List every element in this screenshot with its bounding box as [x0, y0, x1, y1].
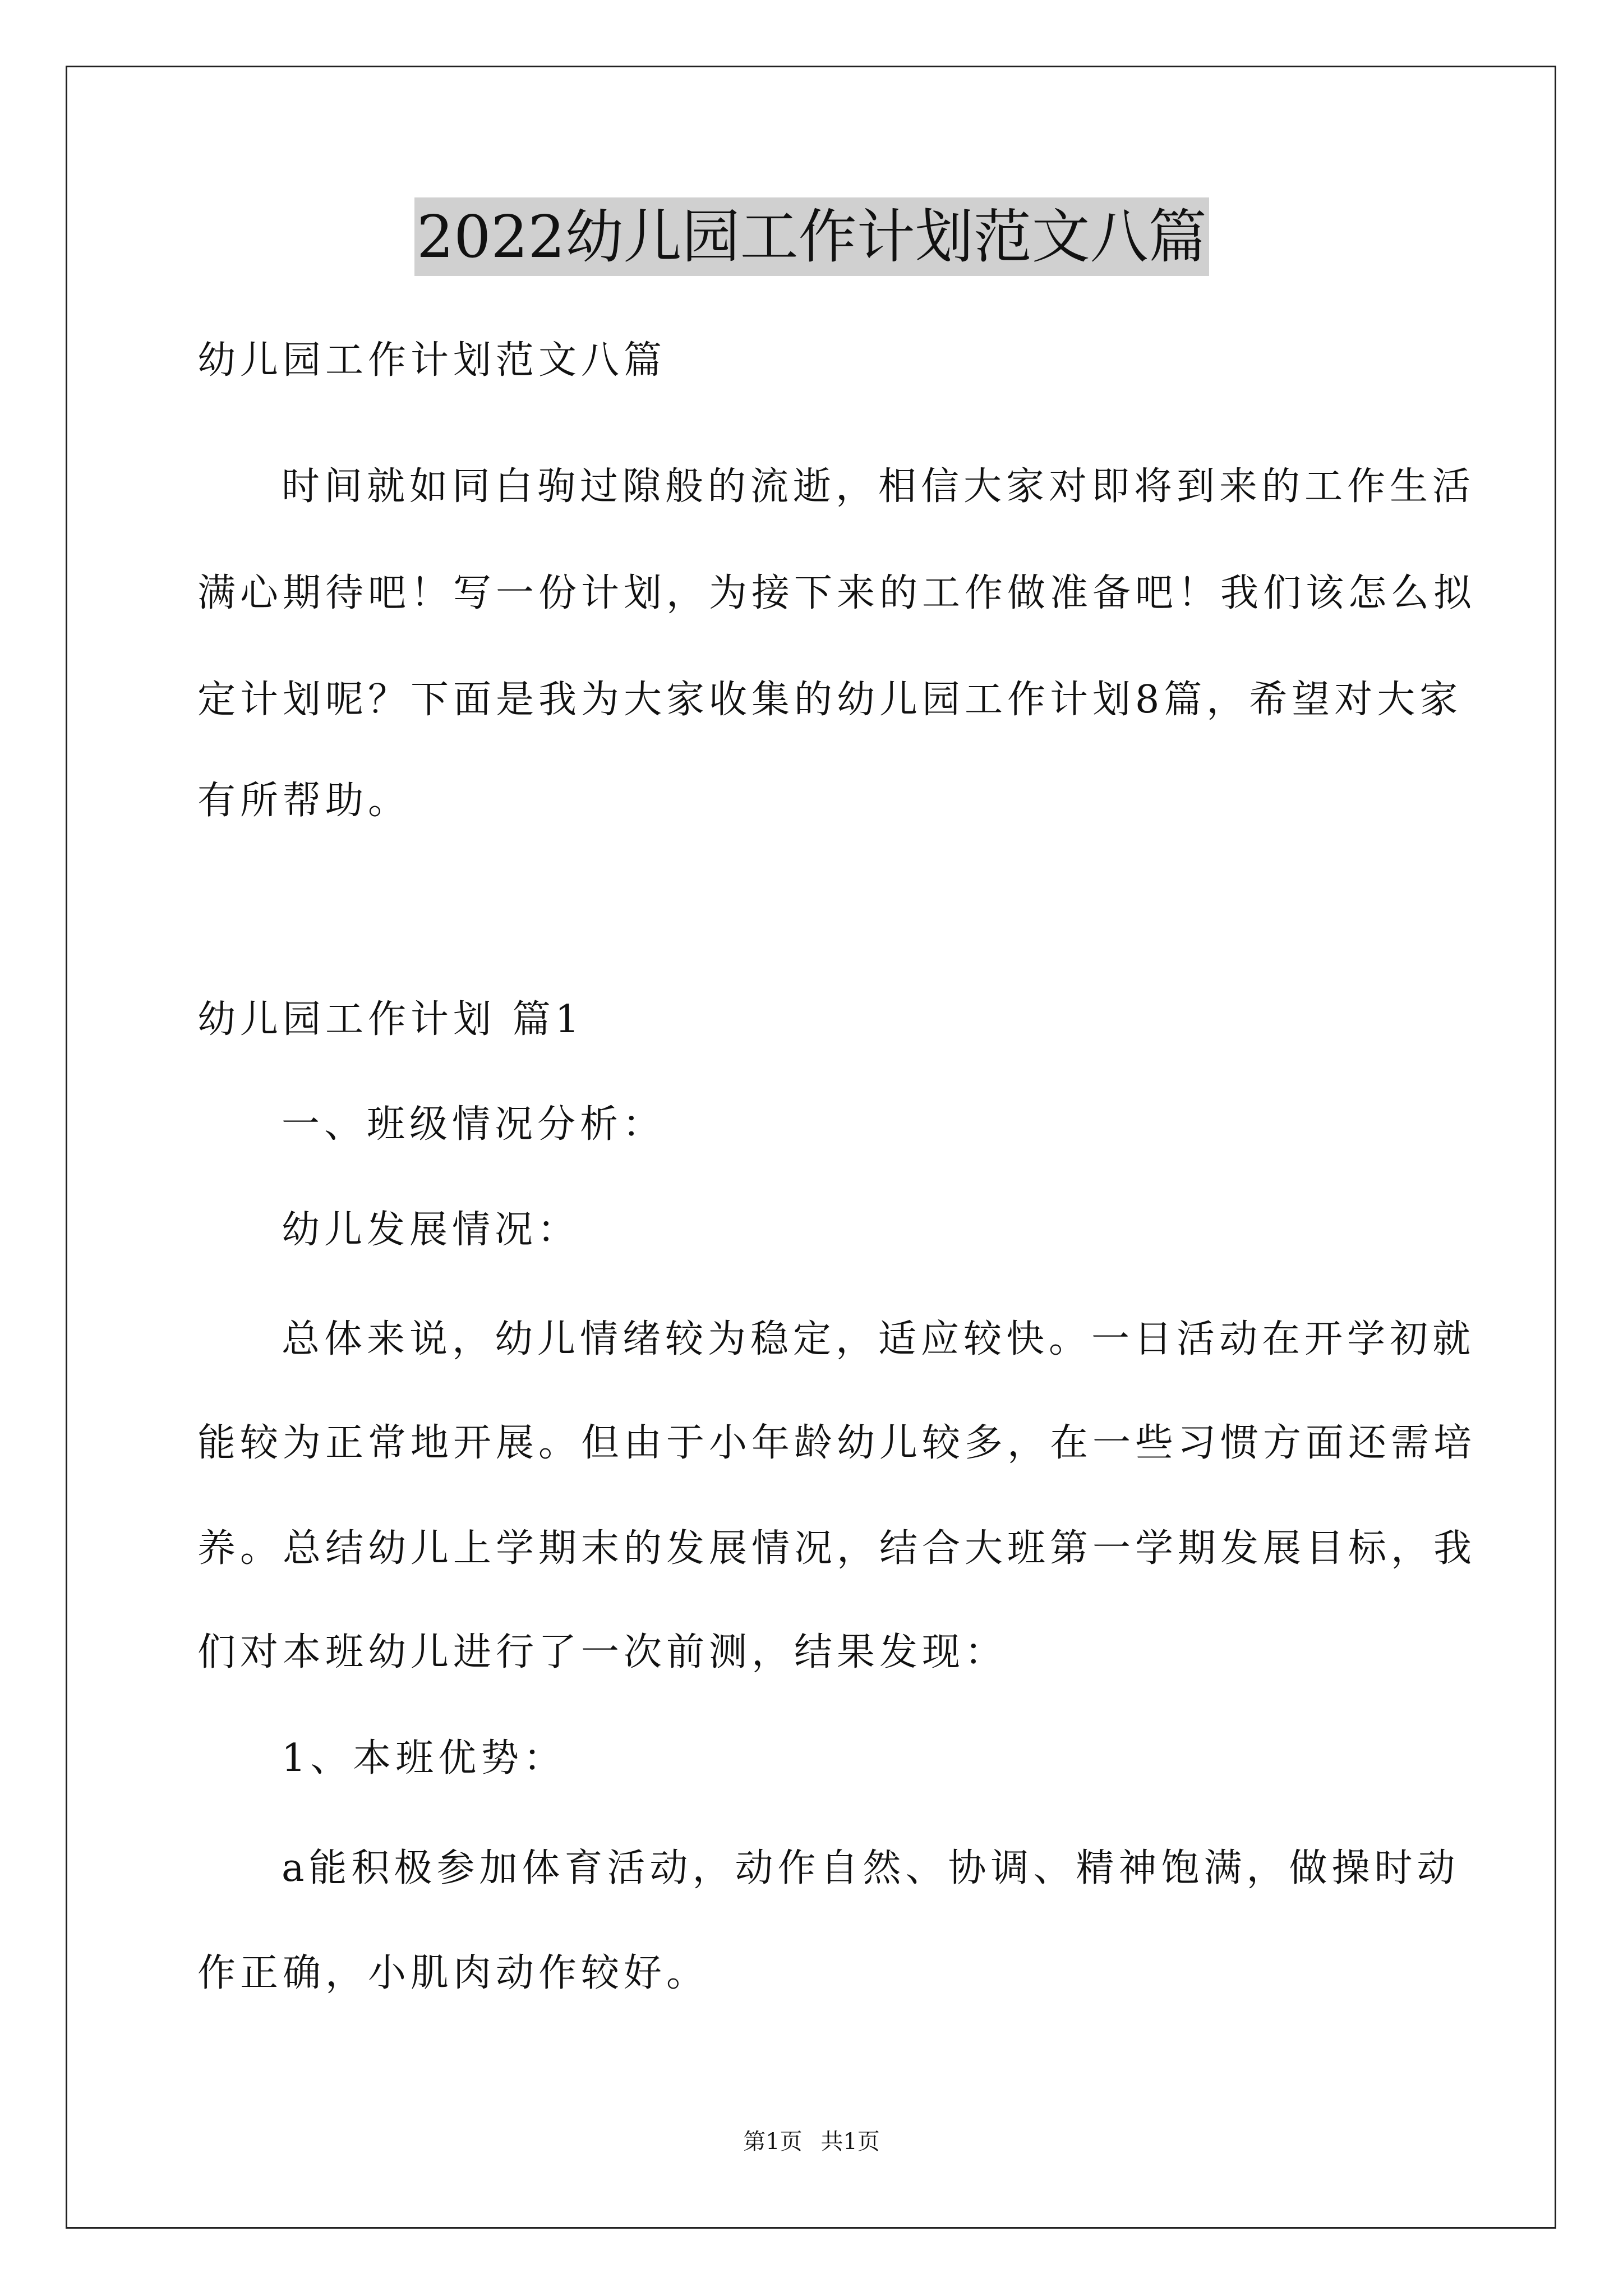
subsection-heading: 幼儿发展情况： [282, 1208, 580, 1252]
paragraph-line: a能积极参加体育活动，动作自然、协调、精神饱满，做操时动 [282, 1846, 1460, 1890]
paragraph-line: 满心期待吧！写一份计划，为接下来的工作做准备吧！我们该怎么拟 [197, 571, 1477, 615]
paragraph-line: 总体来说，幼儿情绪较为稳定，适应较快。一日活动在开学初就 [282, 1317, 1476, 1361]
page-number: 第1页 [743, 2129, 803, 2155]
paragraph-line: 能较为正常地开展。但由于小年龄幼儿较多，在一些习惯方面还需培 [197, 1421, 1477, 1465]
subsection-heading: 一、班级情况分析： [282, 1102, 666, 1147]
page-footer [0, 2125, 1623, 2159]
paragraph-line: 作正确，小肌肉动作较好。 [197, 1951, 709, 1995]
page-total: 共1页 [820, 2129, 880, 2155]
subtitle: 幼儿园工作计划范文八篇 [197, 338, 667, 383]
paragraph-line: 们对本班幼儿进行了一次前测，结果发现： [197, 1630, 1008, 1674]
paragraph-line: 时间就如同白驹过隙般的流逝，相信大家对即将到来的工作生活 [282, 464, 1476, 509]
list-heading: 1、本班优势： [282, 1736, 566, 1780]
paragraph-line: 定计划呢？下面是我为大家收集的幼儿园工作计划8篇，希望对大家 [197, 678, 1463, 722]
document-title: 2022幼儿园工作计划范文八篇 [414, 197, 1209, 276]
section-heading: 幼儿园工作计划 篇1 [197, 997, 584, 1042]
paragraph-line: 有所帮助。 [197, 779, 411, 823]
paragraph-line: 养。总结幼儿上学期末的发展情况，结合大班第一学期发展目标，我 [197, 1526, 1477, 1571]
